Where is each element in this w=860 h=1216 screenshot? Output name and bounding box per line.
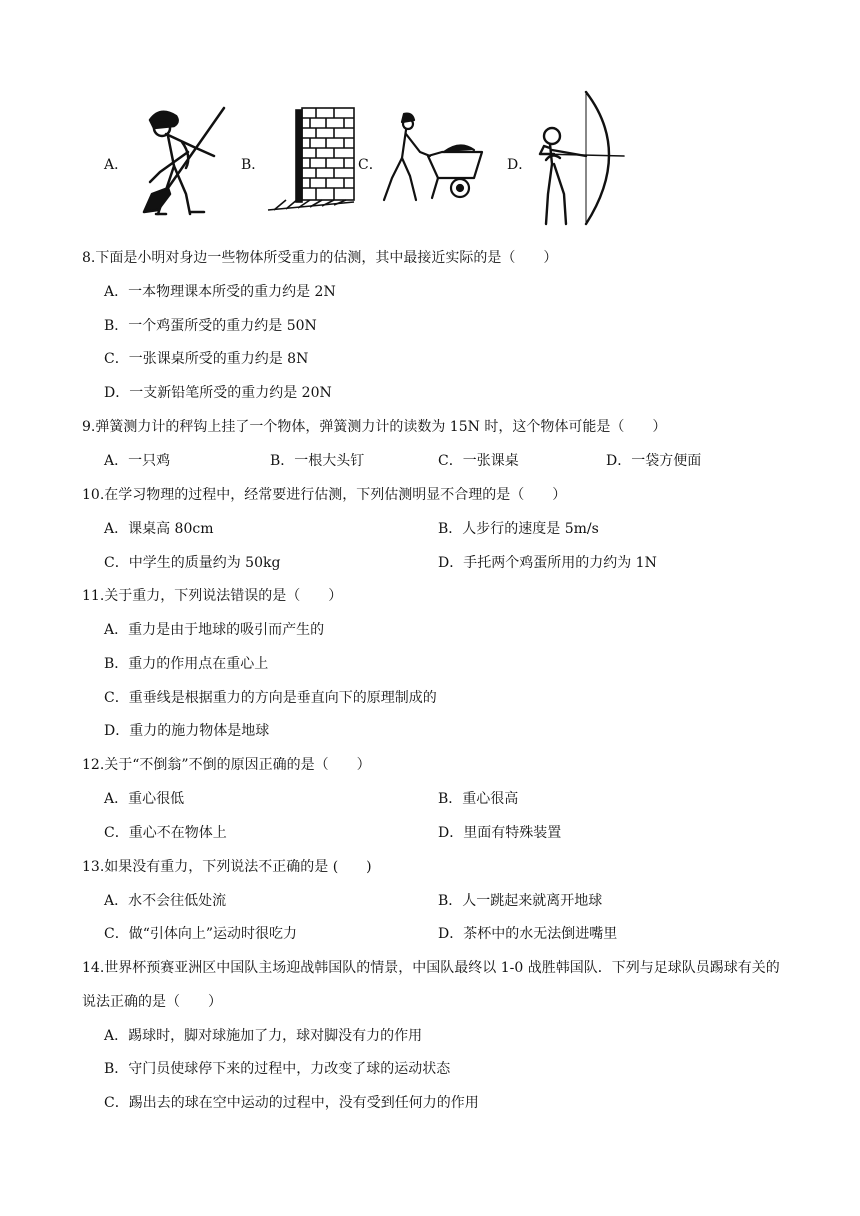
digging-worker-figure <box>128 102 240 220</box>
question-11-option-c[interactable]: C．重垂线是根据重力的方向是垂直向下的原理制成的 <box>104 690 437 706</box>
question-9-option-c[interactable]: C．一张课桌 <box>438 453 519 469</box>
question-12-option-a[interactable]: A．重心很低 <box>104 791 185 807</box>
question-10-option-a[interactable]: A．课桌高 80cm <box>104 521 214 537</box>
question-8-option-d[interactable]: D．一支新铅笔所受的重力约是 20N <box>104 385 332 401</box>
question-8-option-c[interactable]: C．一张课桌所受的重力约是 8N <box>104 351 309 367</box>
figure-option-c-label: C． <box>358 157 383 173</box>
figure-option-a-label: A． <box>104 157 129 173</box>
question-9-option-b[interactable]: B．一根大头钉 <box>270 453 365 469</box>
question-10-option-c[interactable]: C．中学生的质量约为 50kg <box>104 555 281 571</box>
question-11-option-b[interactable]: B．重力的作用点在重心上 <box>104 656 269 672</box>
question-12-option-c[interactable]: C．重心不在物体上 <box>104 825 227 841</box>
wheelbarrow-worker-figure <box>378 112 488 208</box>
question-13-stem: 13.如果没有重力，下列说法不正确的是 ( ) <box>82 859 372 875</box>
q7-figure-options <box>0 88 860 228</box>
brick-wall-figure <box>264 104 358 216</box>
question-13-option-a[interactable]: A．水不会往低处流 <box>104 893 227 909</box>
question-12-stem: 12.关于“不倒翁”不倒的原因正确的是（ ） <box>82 757 371 773</box>
question-13-option-c[interactable]: C．做“引体向上”运动时很吃力 <box>104 926 298 942</box>
question-14-option-c[interactable]: C．踢出去的球在空中运动的过程中，没有受到任何力的作用 <box>104 1095 479 1111</box>
question-10-option-b[interactable]: B．人步行的速度是 5m/s <box>438 521 599 537</box>
question-14-option-a[interactable]: A．踢球时，脚对球施加了力，球对脚没有力的作用 <box>104 1028 423 1044</box>
question-12-option-b[interactable]: B．重心很高 <box>438 791 519 807</box>
question-13-option-d[interactable]: D．茶杯中的水无法倒进嘴里 <box>438 926 618 942</box>
question-10-option-d[interactable]: D．手托两个鸡蛋所用的力约为 1N <box>438 555 657 571</box>
question-9-option-d[interactable]: D．一袋方便面 <box>606 453 702 469</box>
question-9-option-a[interactable]: A．一只鸡 <box>104 453 171 469</box>
question-11-stem: 11.关于重力，下列说法错误的是（ ） <box>82 588 343 604</box>
question-14-option-b[interactable]: B．守门员使球停下来的过程中，力改变了球的运动状态 <box>104 1061 451 1077</box>
question-8-stem: 8.下面是小明对身边一些物体所受重力的估测，其中最接近实际的是（ ） <box>82 250 558 266</box>
figure-option-b-label: B． <box>241 157 266 173</box>
question-14-stem: 14.世界杯预赛亚洲区中国队主场迎战韩国队的情景，中国队最终以 1-0 战胜韩国队．下列与足球队员踢球有关的说法正确的是（ ） <box>82 960 780 1010</box>
question-13-option-b[interactable]: B．人一跳起来就离开地球 <box>438 893 603 909</box>
question-8-option-a[interactable]: A．一本物理课本所受的重力约是 2N <box>104 284 336 300</box>
question-11-option-d[interactable]: D．重力的施力物体是地球 <box>104 723 270 739</box>
question-12-option-d[interactable]: D．里面有特殊装置 <box>438 825 562 841</box>
question-11-option-a[interactable]: A．重力是由于地球的吸引而产生的 <box>104 622 325 638</box>
question-8-option-b[interactable]: B．一个鸡蛋所受的重力约是 50N <box>104 318 317 334</box>
figure-option-d-label: D． <box>507 157 533 173</box>
archer-figure <box>528 90 626 226</box>
question-9-stem: 9.弹簧测力计的秤钩上挂了一个物体，弹簧测力计的读数为 15N 时，这个物体可能是（ ） <box>82 419 667 435</box>
question-10-stem: 10.在学习物理的过程中，经常要进行估测，下列估测明显不合理的是（ ） <box>82 487 567 503</box>
